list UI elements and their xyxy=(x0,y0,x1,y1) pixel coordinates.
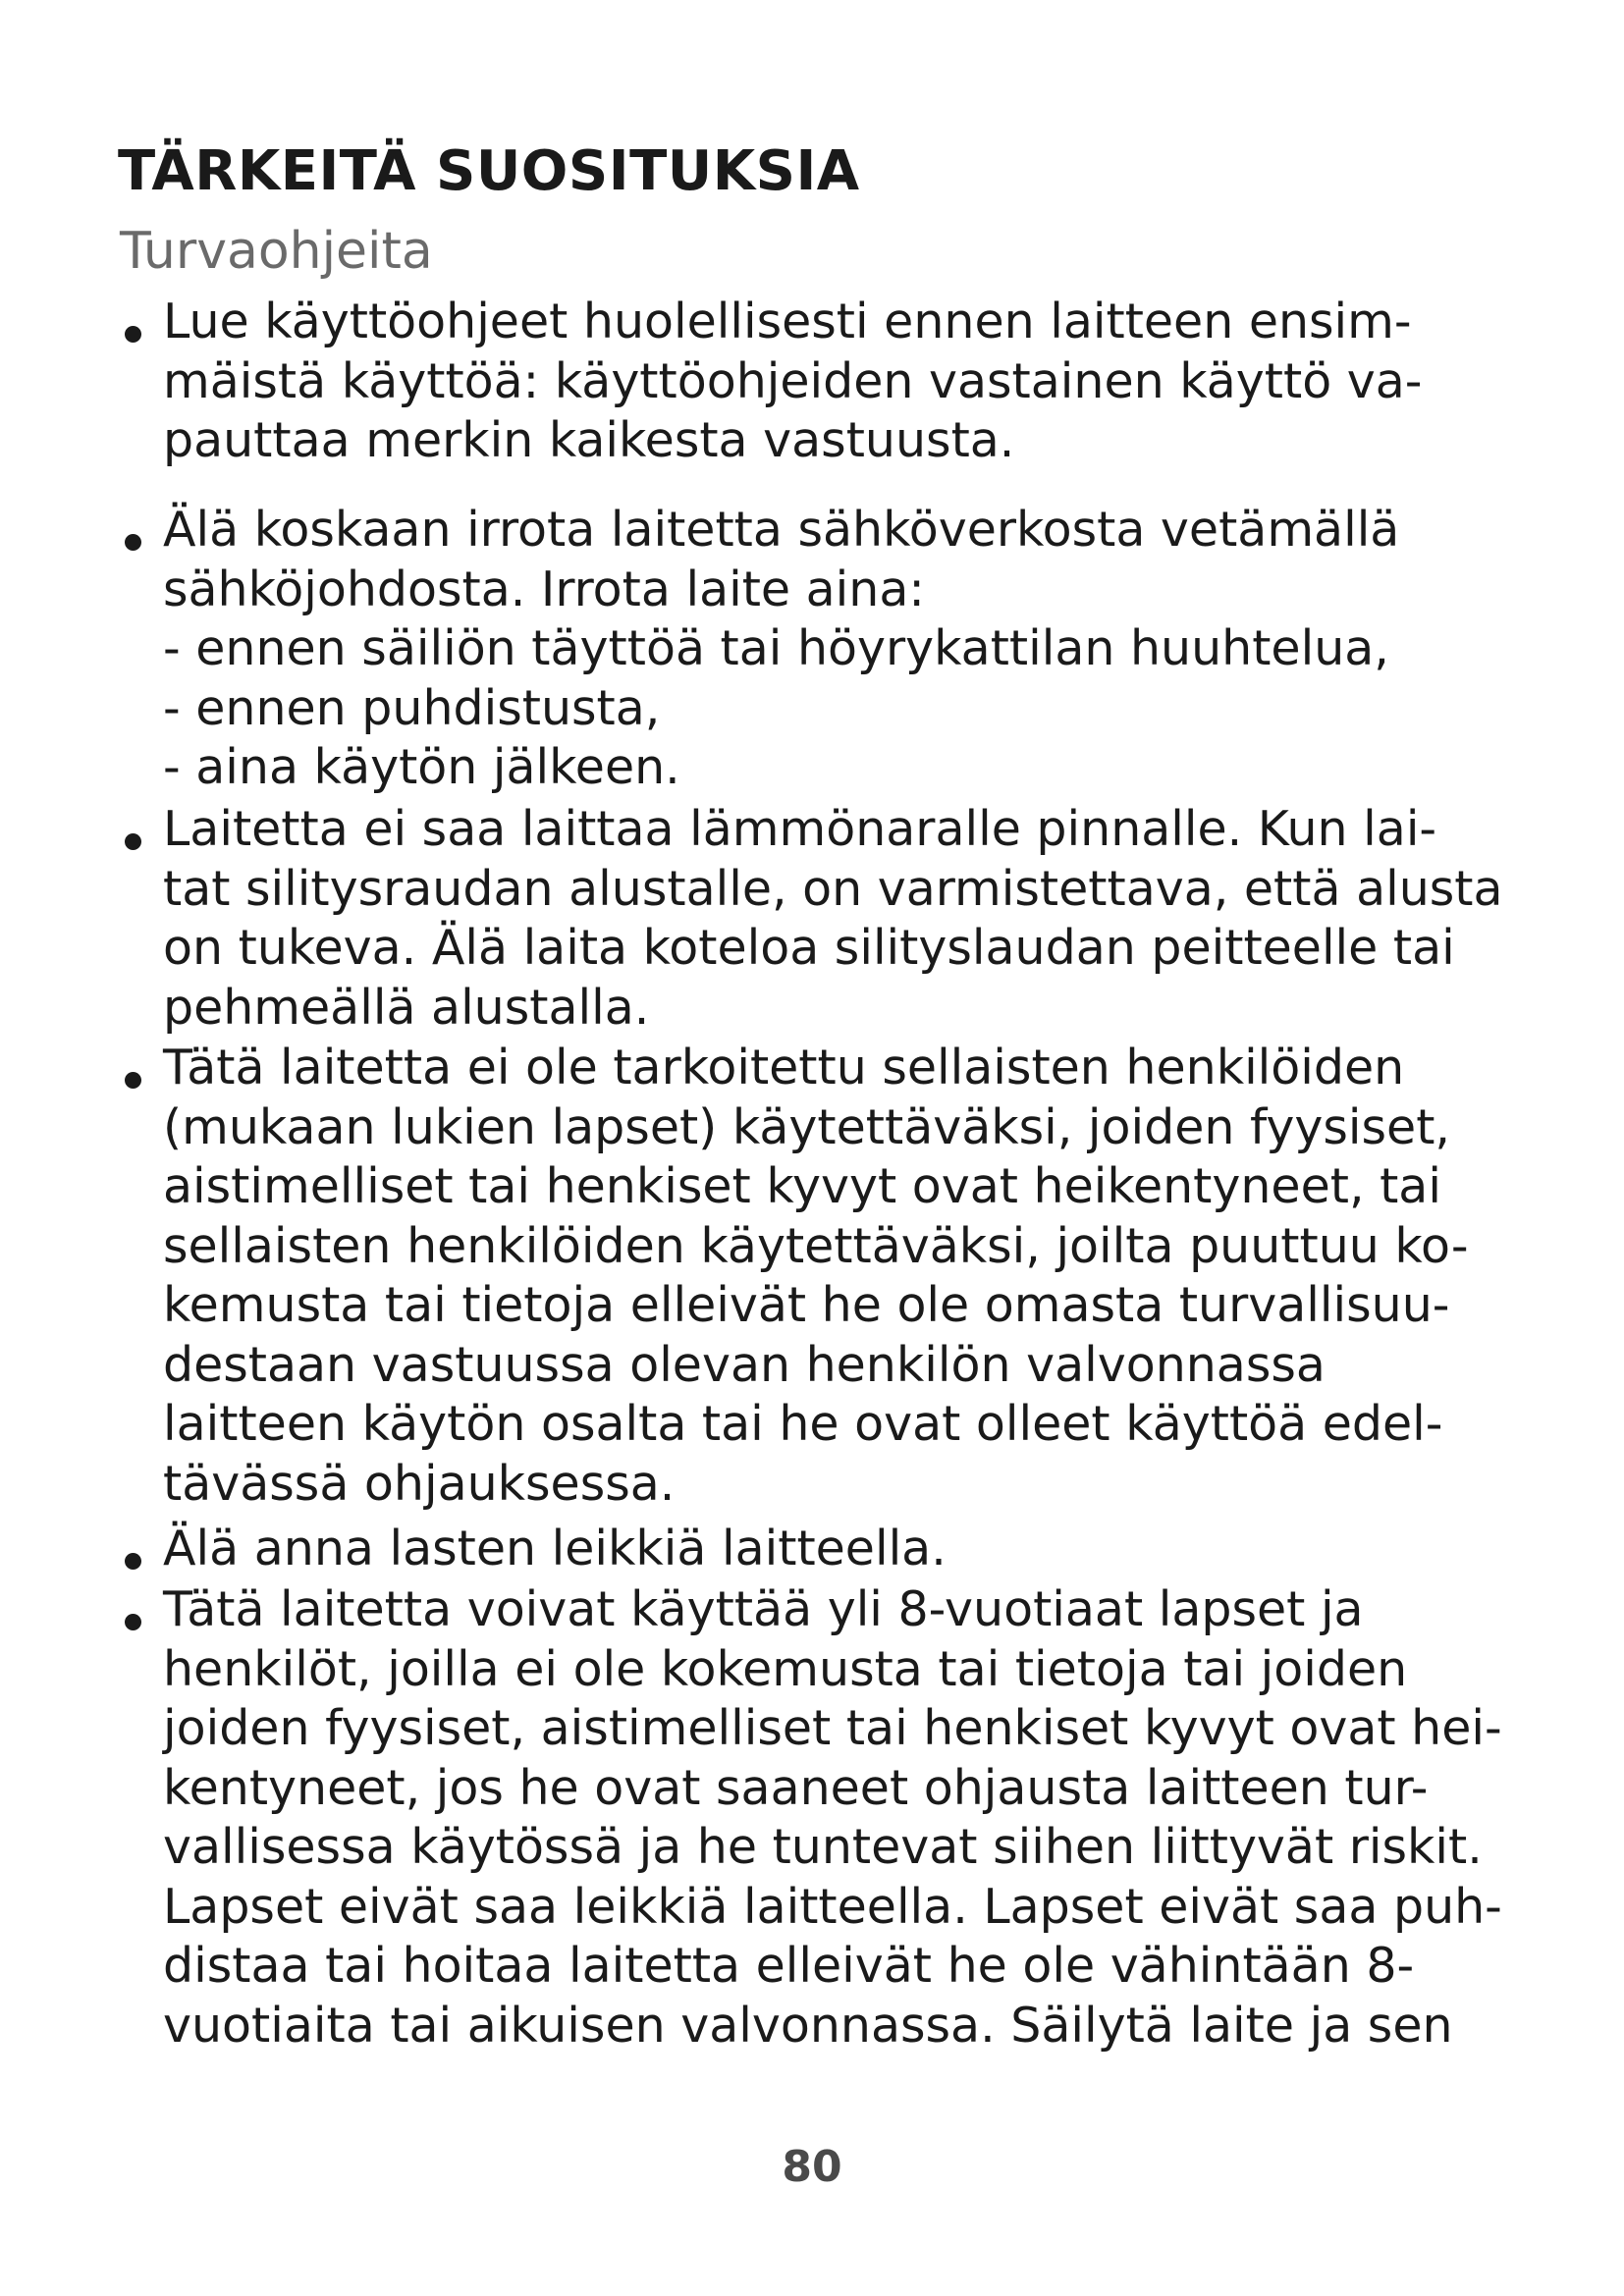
bullet-icon xyxy=(125,326,141,343)
instruction-line: kemusta tai tietoja elleivät he ole omasta turvallisuu- xyxy=(163,1277,1450,1333)
instruction-line: pehmeällä alustalla. xyxy=(163,979,650,1036)
instruction-line: - ennen säiliön täyttöä tai höyrykattilan huuhtelua, xyxy=(163,620,1389,676)
instruction-line: Tätä laitetta ei ole tarkoitettu sellaisten henkilöiden xyxy=(163,1040,1405,1095)
instruction-line: Älä koskaan irrota laitetta sähköverkosta vetämällä xyxy=(163,502,1400,558)
instruction-line: vuotiaita tai aikuisen valvonnassa. Säilytä laite ja sen xyxy=(163,1997,1453,2054)
section-subtitle: Turvaohjeita xyxy=(120,222,433,281)
instruction-line: tat silitysraudan alustalle, on varmistettava, että alusta xyxy=(163,860,1503,917)
page-number: 80 xyxy=(782,2142,842,2192)
instruction-line: kentyneet, jos he ovat saaneet ohjausta laitteen tur- xyxy=(163,1759,1429,1816)
instruction-line: aistimelliset tai henkiset kyvyt ovat heikentyneet, tai xyxy=(163,1158,1441,1214)
bullet-icon xyxy=(125,1553,141,1570)
instruction-line: on tukeva. Älä laita koteloa silityslaudan peitteelle tai xyxy=(163,920,1455,976)
bullet-icon xyxy=(125,1072,141,1089)
instruction-line: joiden fyysiset, aistimelliset tai henkiset kyvyt ovat hei- xyxy=(163,1700,1502,1756)
instruction-line: distaa tai hoitaa laitetta elleivät he ole vähintään 8- xyxy=(163,1938,1415,1994)
bullet-icon xyxy=(125,534,141,551)
instruction-line: - ennen puhdistusta, xyxy=(163,679,661,736)
bullet-icon xyxy=(125,1614,141,1630)
instruction-line: laitteen käytön osalta tai he ovat olleet käyttöä edel- xyxy=(163,1396,1443,1452)
instruction-line: - aina käytön jälkeen. xyxy=(163,739,680,795)
instruction-line: Lapset eivät saa leikkiä laitteella. Lapset eivät saa puh- xyxy=(163,1878,1502,1935)
instruction-line: Laitetta ei saa laittaa lämmönaralle pinnalle. Kun lai- xyxy=(163,801,1437,857)
instruction-line: mäistä käyttöä: käyttöohjeiden vastainen käyttö va- xyxy=(163,352,1423,409)
page-title: TÄRKEITÄ SUOSITUKSIA xyxy=(118,139,860,203)
instruction-line: henkilöt, joilla ei ole kokemusta tai tietoja tai joiden xyxy=(163,1640,1408,1697)
instruction-line: vallisessa käytössä ja he tuntevat siihen liittyvät riskit. xyxy=(163,1819,1483,1875)
instruction-line: pauttaa merkin kaikesta vastuusta. xyxy=(163,412,1015,468)
instruction-line: sähköjohdosta. Irrota laite aina: xyxy=(163,561,925,617)
instruction-line: (mukaan lukien lapset) käytettäväksi, joiden fyysiset, xyxy=(163,1098,1450,1155)
instruction-line: Älä anna lasten leikkiä laitteella. xyxy=(163,1521,947,1576)
bullet-icon xyxy=(125,833,141,850)
instruction-line: Lue käyttöohjeet huolellisesti ennen laitteen ensim- xyxy=(163,294,1412,349)
instruction-line: Tätä laitetta voivat käyttää yli 8-vuotiaat lapset ja xyxy=(163,1581,1364,1637)
instruction-line: destaan vastuussa olevan henkilön valvonnassa xyxy=(163,1336,1326,1393)
instruction-line: tävässä ohjauksessa. xyxy=(163,1455,676,1512)
instruction-line: sellaisten henkilöiden käytettäväksi, joilta puuttuu ko- xyxy=(163,1217,1469,1274)
